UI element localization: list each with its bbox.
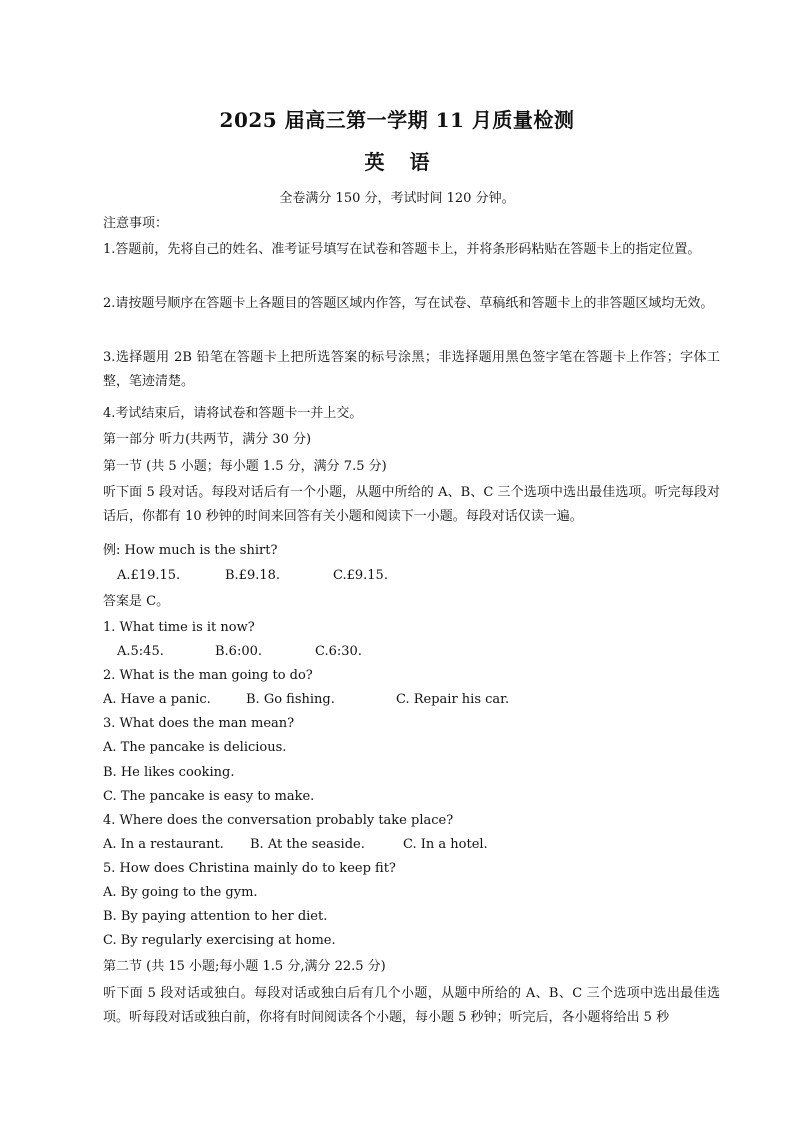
q2-option-c: C. Repair his car. (396, 692, 510, 707)
example-option-a: A.£19.15. (117, 568, 181, 583)
score-note: 全卷满分 150 分，考试时间 120 分钟。 (279, 191, 515, 206)
example-option-c: C.£9.15. (333, 568, 388, 583)
q5-option-b: B. By paying attention to her diet. (103, 909, 328, 924)
example-question: 例: How much is the shirt? (103, 543, 278, 558)
example-answer: 答案是 C。 (103, 594, 170, 609)
section1-heading: 第一节 (共 5 小题；每小题 1.5 分，满分 7.5 分) (103, 459, 387, 474)
q2-option-b: B. Go fishing. (246, 692, 335, 707)
question-1: 1. What time is it now? (103, 620, 255, 635)
q1-option-c: C.6:30. (315, 644, 362, 659)
example-option-b: B.£9.18. (225, 568, 281, 583)
note-item-4: 4.考试结束后，请将试卷和答题卡一并上交。 (103, 406, 363, 421)
section1-instructions: 听下面 5 段对话。每段对话后有一个小题，从题中所给的 A、B、C 三个选项中选出最佳选项。听完每段对话后，你都有 10 秒钟的时间来回答有关小题和阅读下一小题。每段对话仅读一遍。 (103, 485, 720, 525)
q4-option-b: B. At the seaside. (250, 837, 365, 852)
section2-heading: 第二节 (共 15 小题;每小题 1.5 分,满分 22.5 分) (103, 959, 386, 974)
q3-option-a: A. The pancake is delicious. (103, 740, 287, 755)
q3-option-b: B. He likes cooking. (103, 765, 235, 780)
q5-option-c: C. By regularly exercising at home. (103, 933, 336, 948)
q3-option-c: C. The pancake is easy to make. (103, 789, 315, 804)
question-5: 5. How does Christina mainly do to keep fit? (103, 861, 396, 876)
question-3: 3. What does the man mean? (103, 716, 295, 731)
q5-option-a: A. By going to the gym. (103, 885, 258, 900)
subject-title: 英 语 (364, 150, 430, 174)
q4-option-c: C. In a hotel. (403, 837, 488, 852)
note-item-2: 2.请按题号顺序在答题卡上各题目的答题区域内作答，写在试卷、草稿纸和答题卡上的非答题区域均无效。 (103, 296, 714, 311)
q1-option-b: B.6:00. (215, 644, 263, 659)
notes-heading: 注意事项： (103, 216, 169, 231)
q1-option-a: A.5:45. (117, 644, 164, 659)
section2-instructions: 听下面 5 段对话或独白。每段对话或独白后有几个小题，从题中所给的 A、B、C 三个选项中选出最佳选项。听每段对话或独白前，你将有时间阅读各个小题，每小题 5 秒钟；听完后，各小题将给出 5 秒 (103, 986, 720, 1026)
question-4: 4. Where does the conversation probably take place? (103, 813, 454, 828)
question-2: 2. What is the man going to do? (103, 668, 313, 683)
part1-heading: 第一部分 听力(共两节，满分 30 分) (103, 432, 312, 447)
page-title: 2025 届高三第一学期 11 月质量检测 (219, 108, 575, 132)
q4-option-a: A. In a restaurant. (103, 837, 224, 852)
q2-option-a: A. Have a panic. (103, 692, 211, 707)
note-item-1: 1.答题前，先将自己的姓名、准考证号填写在试卷和答题卡上，并将条形码粘贴在答题卡上的指定位置。 (103, 242, 701, 257)
note-item-3: 3.选择题用 2B 铅笔在答题卡上把所选答案的标号涂黑；非选择题用黑色签字笔在答题卡上作答；字体工整，笔迹清楚。 (103, 350, 720, 390)
